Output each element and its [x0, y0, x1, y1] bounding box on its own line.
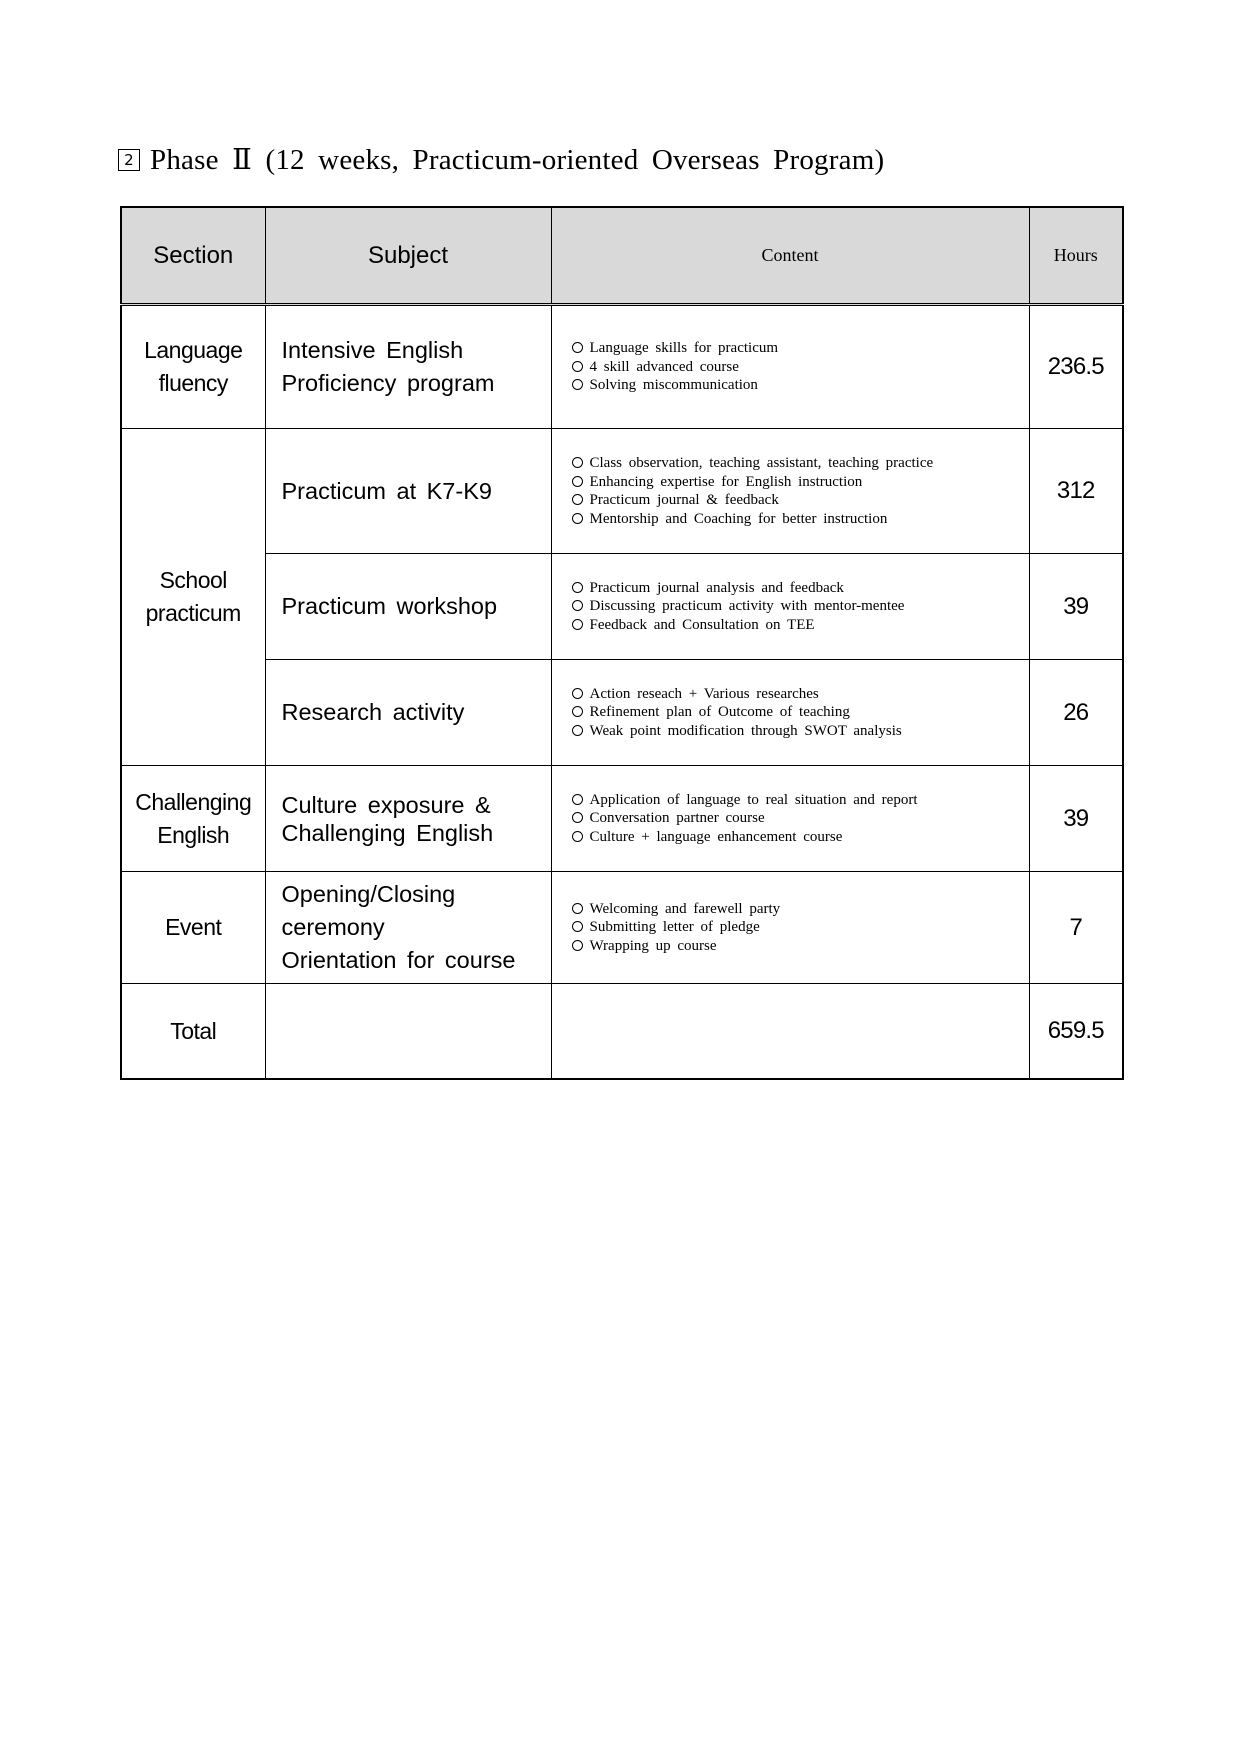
content-item — [572, 376, 1029, 395]
circle-bullet-icon — [572, 940, 583, 951]
subject-line: Challenging English — [281, 819, 494, 846]
total-row — [121, 984, 1123, 1080]
circle-bullet-icon — [572, 812, 583, 823]
header-hours: Hours — [1029, 207, 1123, 305]
circle-bullet-icon — [572, 706, 583, 717]
content-item-text: Welcoming and farewell party — [589, 900, 781, 917]
content-item-text: Action reseach + Various researches — [589, 685, 819, 702]
section-cell — [121, 429, 265, 766]
hours-cell: 39 — [1029, 554, 1123, 660]
subject-cell — [265, 429, 551, 554]
content-item — [572, 722, 1029, 741]
section-line: Language — [144, 337, 243, 363]
circle-bullet-icon — [572, 600, 583, 611]
content-item — [572, 703, 1029, 722]
content-item-text: Submitting letter of pledge — [589, 919, 760, 936]
header-section: Section — [121, 207, 265, 305]
circle-bullet-icon — [572, 513, 583, 524]
content-item — [572, 828, 1029, 847]
content-item — [572, 597, 1029, 616]
content-cell — [551, 766, 1029, 872]
content-item-text: Feedback and Consultation on TEE — [589, 616, 815, 633]
subject-cell — [265, 660, 551, 766]
content-item-text: Language skills for practicum — [589, 340, 779, 357]
circle-bullet-icon — [572, 619, 583, 630]
hours-cell: 7 — [1029, 872, 1123, 984]
subject-cell — [265, 554, 551, 660]
content-item — [572, 900, 1029, 919]
content-item-text: Application of language to real situation and report — [589, 791, 918, 808]
subject-line: Orientation for course — [281, 947, 516, 973]
section-line: practicum — [145, 600, 241, 626]
content-item — [572, 937, 1029, 956]
content-item — [572, 791, 1029, 810]
content-item — [572, 616, 1029, 635]
section-line: fluency — [158, 370, 228, 396]
content-item — [572, 809, 1029, 828]
content-item-text: Discussing practicum activity with mentor-mentee — [589, 598, 905, 615]
total-subject-empty — [265, 984, 551, 1080]
section-cell — [121, 872, 265, 984]
table-row — [121, 766, 1123, 872]
table-row — [121, 429, 1123, 554]
total-hours: 659.5 — [1029, 984, 1123, 1080]
circle-bullet-icon — [572, 831, 583, 842]
content-item — [572, 339, 1029, 358]
circle-bullet-icon — [572, 794, 583, 805]
phase-program-table — [120, 206, 1124, 1080]
content-item-text: Mentorship and Coaching for better instruction — [589, 510, 888, 527]
subject-line: Opening/Closing — [281, 881, 456, 907]
subject-cell — [265, 766, 551, 872]
content-item — [572, 473, 1029, 492]
hours-cell: 312 — [1029, 429, 1123, 554]
content-item-text: Class observation, teaching assistant, teaching practice — [589, 455, 934, 471]
circle-bullet-icon — [572, 494, 583, 505]
section-line: Event — [165, 914, 222, 940]
content-cell — [551, 554, 1029, 660]
content-item — [572, 685, 1029, 704]
table-row — [121, 305, 1123, 429]
table-header-row — [121, 207, 1123, 305]
content-item-text: Practicum journal & feedback — [589, 492, 779, 508]
content-item — [572, 358, 1029, 377]
section-line: Challenging — [135, 788, 252, 815]
section-line: School — [159, 567, 227, 593]
page-title-text: Phase Ⅱ (12 weeks, Practicum-oriented Overseas Program) — [150, 144, 885, 176]
content-item-text: Practicum journal analysis and feedback — [589, 579, 844, 596]
total-label: Total — [121, 984, 265, 1080]
subject-line: ceremony — [281, 914, 385, 940]
section-cell — [121, 766, 265, 872]
circle-bullet-icon — [572, 476, 583, 487]
subject-line: Intensive English — [281, 337, 464, 363]
content-item — [572, 454, 1029, 473]
circle-bullet-icon — [572, 903, 583, 914]
hours-cell: 26 — [1029, 660, 1123, 766]
circle-bullet-icon — [572, 342, 583, 353]
circle-bullet-icon — [572, 361, 583, 372]
section-number-box: 2 — [118, 149, 140, 171]
content-cell — [551, 872, 1029, 984]
header-subject: Subject — [265, 207, 551, 305]
content-item-text: Wrapping up course — [589, 937, 717, 954]
content-item-text: Refinement plan of Outcome of teaching — [589, 704, 850, 721]
content-cell — [551, 429, 1029, 554]
subject-line: Practicum workshop — [281, 593, 498, 619]
header-content: Content — [551, 207, 1029, 305]
circle-bullet-icon — [572, 582, 583, 593]
total-content-empty — [551, 984, 1029, 1080]
subject-line: Research activity — [281, 699, 465, 725]
circle-bullet-icon — [572, 725, 583, 736]
section-line: English — [157, 821, 230, 848]
hours-cell: 39 — [1029, 766, 1123, 872]
subject-line: Practicum at K7-K9 — [281, 477, 492, 504]
content-cell — [551, 305, 1029, 429]
hours-cell: 236.5 — [1029, 305, 1123, 429]
content-item-text: 4 skill advanced course — [589, 358, 739, 375]
table-row — [121, 872, 1123, 984]
content-item-text: Solving miscommunication — [589, 377, 758, 394]
subject-cell — [265, 872, 551, 984]
content-item-text: Culture + language enhancement course — [589, 828, 843, 845]
circle-bullet-icon — [572, 379, 583, 390]
content-item — [572, 579, 1029, 598]
content-item-text: Enhancing expertise for English instruction — [589, 473, 863, 490]
content-item-text: Conversation partner course — [589, 810, 765, 827]
content-cell — [551, 660, 1029, 766]
table-row — [121, 660, 1123, 766]
content-item-text: Weak point modification through SWOT analysis — [589, 722, 902, 739]
circle-bullet-icon — [572, 457, 583, 468]
content-item — [572, 510, 1029, 529]
subject-line: Culture exposure & — [281, 791, 491, 818]
table-row — [121, 554, 1123, 660]
subject-line: Proficiency program — [281, 370, 495, 396]
page-title — [118, 142, 884, 177]
content-item — [572, 918, 1029, 937]
subject-cell — [265, 305, 551, 429]
content-item — [572, 491, 1029, 510]
circle-bullet-icon — [572, 921, 583, 932]
section-cell — [121, 305, 265, 429]
circle-bullet-icon — [572, 688, 583, 699]
